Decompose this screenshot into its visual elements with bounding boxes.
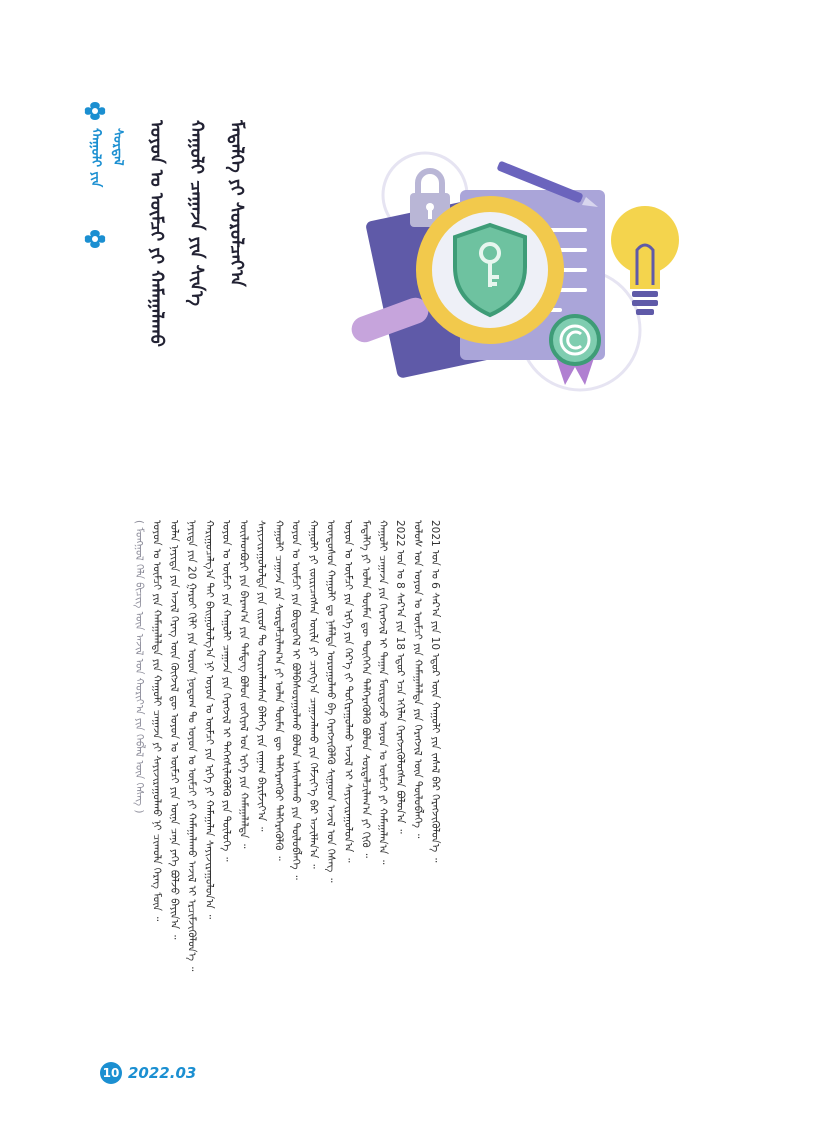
body-column: ᠬᠠᠭᠤᠯᠢ ᠴᠠᠭᠠᠵᠠ ᠶᠢᠨ ᠰᠤᠷᠲᠠᠯᠴᠢᠯᠠᠭ᠎ᠠ ᠶᠢ ᠣᠯᠠᠨ ᠲᠦᠮᠡᠨ ᠳᠦ ᠳᠡᠯᠭᠡᠷᠡᠩᠭᠦᠢ ᠳᠡᠯᠭᠡᠷᠡᠭᠦᠯᠬᠦ ᠃ [272,520,285,861]
body-column: ᠨᠡᠶᠢᠲᠡ ᠶᠢᠨ 20 ᠭᠠᠷᠤᠢ ᠬᠢᠯᠢ ᠶᠢᠨ ᠣᠷᠣᠨ ᠨᠤᠲᠤᠭ ᠲᠤ ᠣᠶᠤᠨ ᠤ ᠥᠮᠴᠢ ᠶᠢ ᠬᠠᠮᠠᠭᠠᠯᠠᠬᠤ ᠠᠵᠢᠯ ᠢ ᠡᠷᠴᠢᠮᠵᠢᠭᠦᠯᠦᠨ᠎ᠡ ᠃ [185,520,198,972]
body-column: ᠣᠶᠤᠨ ᠤ ᠥᠮᠴᠢ ᠶᠢᠨ ᠡᠷᠬᠡ ᠶᠢᠨ ᠭᠡᠷ᠎ᠡ ᠵᠢ ᠲᠣᠬᠢᠷᠠᠭᠤᠯᠬᠤ ᠠᠵᠢᠯ ᠢ ᠰᠠᠶᠢᠵᠢᠷᠠᠭᠤᠯᠤᠨ᠎ᠠ ᠃ [341,520,354,863]
page-number: 10 [100,1062,122,1084]
magnifier-icon [424,204,556,336]
ornament-icon [82,100,108,122]
body-column: ᠣᠶᠤᠨ ᠤ ᠥᠮᠴᠢ ᠶᠢᠨ ᠪᠦᠲᠦᠭᠡᠯ ᠢ ᠪᠣᠯᠪᠠᠰᠤᠷᠠᠭᠤᠯᠬᠤ ᠪᠣᠯᠤᠨ ᠠᠰᠢᠭᠯᠠᠬᠤ ᠶᠢᠨ ᠲᠥᠯᠦᠪᠯᠡᠭᠡ ᠃ [289,520,302,880]
issue-number: 2022.03 [128,1064,197,1082]
body-column: ᠣᠶᠤᠨ ᠤ ᠥᠮᠴᠢ ᠶᠢᠨ ᠬᠠᠭᠤᠯᠢ ᠴᠠᠭᠠᠵᠠ ᠶᠢᠨ ᠬᠡᠷᠡᠭᠵᠢᠯ ᠢ ᠳᠡᠭᠡᠭᠰᠢᠯᠡᠭᠦᠯᠬᠦ ᠶᠢᠨ ᠲᠥᠯᠦᠭᠡ ᠃ [220,520,233,862]
body-column: ᠬᠠᠭᠤᠯᠢ ᠴᠠᠭᠠᠵᠠ ᠶᠢᠨ ᠬᠡᠷᠡᠭᠵᠢᠯ ᠢ ᠳᠠᠭᠠᠨ ᠮᠥᠷᠳᠡᠵᠦ ᠣᠶᠤᠨ ᠤ ᠥᠮᠴᠢ ᠶᠢ ᠬᠠᠮᠠᠭᠠᠯᠠᠨ᠎ᠠ ᠃ [376,520,389,865]
copyright-badge-icon [551,316,599,385]
title-line: ᠬᠠᠭᠤᠯᠢ ᠴᠠᠭᠠᠵᠠ ᠶᠢᠨ ᠰᠢᠨ᠎ᠡ [186,120,207,306]
body-column: ᠮᠡᠳᠡᠯᠭᠡ ᠶᠢ ᠣᠯᠠᠨ ᠲᠦᠮᠡᠨ ᠳᠦ ᠲᠦᠭᠡᠭᠡᠨ ᠳᠡᠯᠭᠡᠷᠡᠭᠦᠯᠬᠦ ᠪᠣᠯᠤᠨ ᠰᠤᠷᠲᠠᠯᠴᠢᠯᠠᠭ᠎ᠠ ᠶᠢ ᠬᠢᠬᠦ ᠃ [359,520,372,858]
body-column: ᠦᠢᠯᠡᠳᠪᠦᠷᠢ ᠶᠢᠨ ᠪᠠᠷᠠᠭ᠎ᠠ ᠶᠢᠨ ᠲᠡᠮᠳᠡᠭ ᠪᠣᠯᠤᠨ ᠵᠣᠬᠢᠶᠠᠯ ᠤᠨ ᠡᠷᠬᠡ ᠶᠢᠨ ᠬᠠᠮᠠᠭᠠᠯᠠᠯᠲᠠ ᠃ [237,520,250,849]
section-label: ᠬᠠᠭᠤᠯᠢ ᠶᠢᠨ ᠰᠤᠷᠲᠠᠯ [88,128,125,188]
ip-protection-illustration [330,135,690,405]
article-body [131,520,706,1030]
section-header [70,100,125,250]
body-column: ᠣᠶᠤᠨ ᠤ ᠥᠮᠴᠢ ᠶᠢᠨ ᠬᠠᠮᠠᠭᠠᠯᠠᠯᠲᠠ ᠶᠢᠨ ᠬᠠᠭᠤᠯᠢ ᠴᠠᠭᠠᠵᠠ ᠶᠢ ᠰᠠᠶᠢᠵᠢᠷᠠᠭᠤᠯᠬᠤ ᠨᠢ ᠴᠢᠬᠤᠯᠠ ᠬᠡᠷᠡᠭ ᠮᠥᠨ ᠃ [150,520,163,922]
title-line: ᠣᠶᠤᠨ ᠤ ᠥᠮᠴᠢ ᠶᠢ ᠬᠠᠮᠠᠭᠠᠯᠠᠬᠤ [146,120,167,347]
body-column: ᠣᠯᠠᠨ ᠨᠡᠶᠢᠲᠡ ᠶᠢᠨ ᠠᠵᠢᠯ ᠬᠡᠷᠡᠭ ᠦᠨ ᠬᠥᠭᠵᠢᠯ ᠳᠦ ᠣᠶᠤᠨ ᠤ ᠥᠮᠴᠢ ᠶᠢᠨ ᠦᠨᠡ ᠴᠡᠨᠡ ᠶᠡᠬᠡ ᠪᠣᠯᠵᠤ ᠪᠠᠶᠢᠨ᠎ᠠ ᠃ [167,520,180,940]
ornament-icon [82,228,108,250]
body-column: ᠦᠨᠳᠦᠰᠦᠨ ᠬᠠᠭᠤᠯᠢ ᠳᠤ ᠨᠡᠮᠡᠯᠲᠡ ᠣᠷᠣᠭᠤᠯᠬᠤ ᠪᠠ ᠬᠡᠷᠡᠭᠵᠢᠭᠦᠯᠬᠦ ᠰᠢᠭᠤᠳ ᠠᠵᠢᠯ ᠤᠨ ᠬᠡᠰᠡᠭ ᠃ [324,520,337,883]
body-column: ᠰᠠᠶᠢᠵᠢᠷᠠᠭᠤᠯᠤᠯᠲᠠ ᠶᠢᠨ ᠵᠢᠷᠤᠮ ᠲᠤ ᠬᠣᠷᠢᠭᠯᠠᠭᠰᠠᠨ ᠪᠡᠯᠡᠭᠡ ᠶᠢᠨ ᠵᠠᠭᠠᠭ ᠪᠠᠷᠢᠮᠵᠢᠶ᠎ᠠ ᠃ [254,520,267,832]
page-footer [100,1062,196,1084]
body-column: ᠬᠠᠭᠤᠯᠢ ᠶᠢ ᠵᠥᠷᠢᠴᠡᠭᠰᠡᠨ ᠦᠢᠯᠡ ᠶᠢ ᠴᠢᠩᠭ᠎ᠠ ᠴᠠᠭᠠᠵᠠᠯᠠᠬᠤ ᠶᠢᠨ ᠬᠡᠮᠵᠢᠶ᠎ᠡ ᠪᠠᠷ ᠠᠵᠢᠯᠯᠠᠨ᠎ᠠ ᠃ [307,520,320,869]
body-column: ᠤᠯᠤᠰ ᠤᠨ ᠣᠶᠤᠨ ᠤ ᠥᠮᠴᠢ ᠶᠢᠨ ᠬᠠᠮᠠᠭᠠᠯᠠᠯᠲᠠ ᠶᠢᠨ ᠬᠡᠷᠡᠭᠵᠢᠯ ᠦᠨ ᠲᠥᠯᠦᠪᠯᠡᠭᠡ ᠃ [411,520,424,839]
title-line: ᠮᠡᠳᠡᠯᠭᠡ ᠶᠢ ᠰᠤᠷᠤᠯᠴᠠᠶ᠎ᠠ [226,120,247,287]
body-column: 2022 ᠣᠨ ᠤ 8 ᠰᠠᠷ᠎ᠠ ᠶᠢᠨ 18 ᠡᠳᠦᠷ ᠡᠴᠡ ᠡᠬᠢᠯᠡᠨ ᠬᠡᠷᠡᠭᠵᠢᠭᠦᠯᠦᠭᠰᠡᠨ ᠪᠣᠯᠤᠨ᠎ᠠ ᠃ [394,520,407,834]
article-title [142,120,252,440]
body-column: ᠬᠠᠷᠢᠭᠤᠴᠠᠯᠭ᠎ᠠ ᠲᠠᠢ ᠪᠠᠢᠭᠤᠯᠤᠯᠭ᠎ᠠ ᠨᠢ ᠣᠶᠤᠨ ᠤ ᠥᠮᠴᠢ ᠶᠢᠨ ᠡᠷᠬᠡ ᠶᠢ ᠬᠠᠮᠠᠭᠠᠯᠠᠨ ᠰᠠᠶᠢᠵᠢᠷᠠᠭᠤᠯᠤᠨ᠎ᠠ ᠃ [202,520,215,920]
light-bulb-icon [611,206,679,315]
body-intro-column: ( ᠮᠣᠩᠭᠣᠯ ᠬᠡᠯᠡ ᠪᠢᠴᠢᠭ ᠦᠨ ᠠᠵᠢᠯ ᠤᠨ ᠬᠣᠷᠢᠶ᠎ᠠ ᠶᠢᠨ ᠬᠡᠪᠯᠡᠯ ᠦᠨ ᠬᠡᠰᠡᠭ ) [133,520,146,814]
body-column: 2021 ᠣᠨ ᠤ 6 ᠰᠠᠷ᠎ᠠ ᠶᠢᠨ 10 ᠡᠳᠦᠷ ᠦᠨ ᠬᠠᠭᠤᠯᠢ ᠶᠢᠨ ᠵᠠᠰᠠᠯ ᠪᠠᠷ ᠬᠡᠷᠡᠭᠵᠢᠭᠦᠯᠦᠨ᠎ᠡ ᠃ [428,520,441,863]
